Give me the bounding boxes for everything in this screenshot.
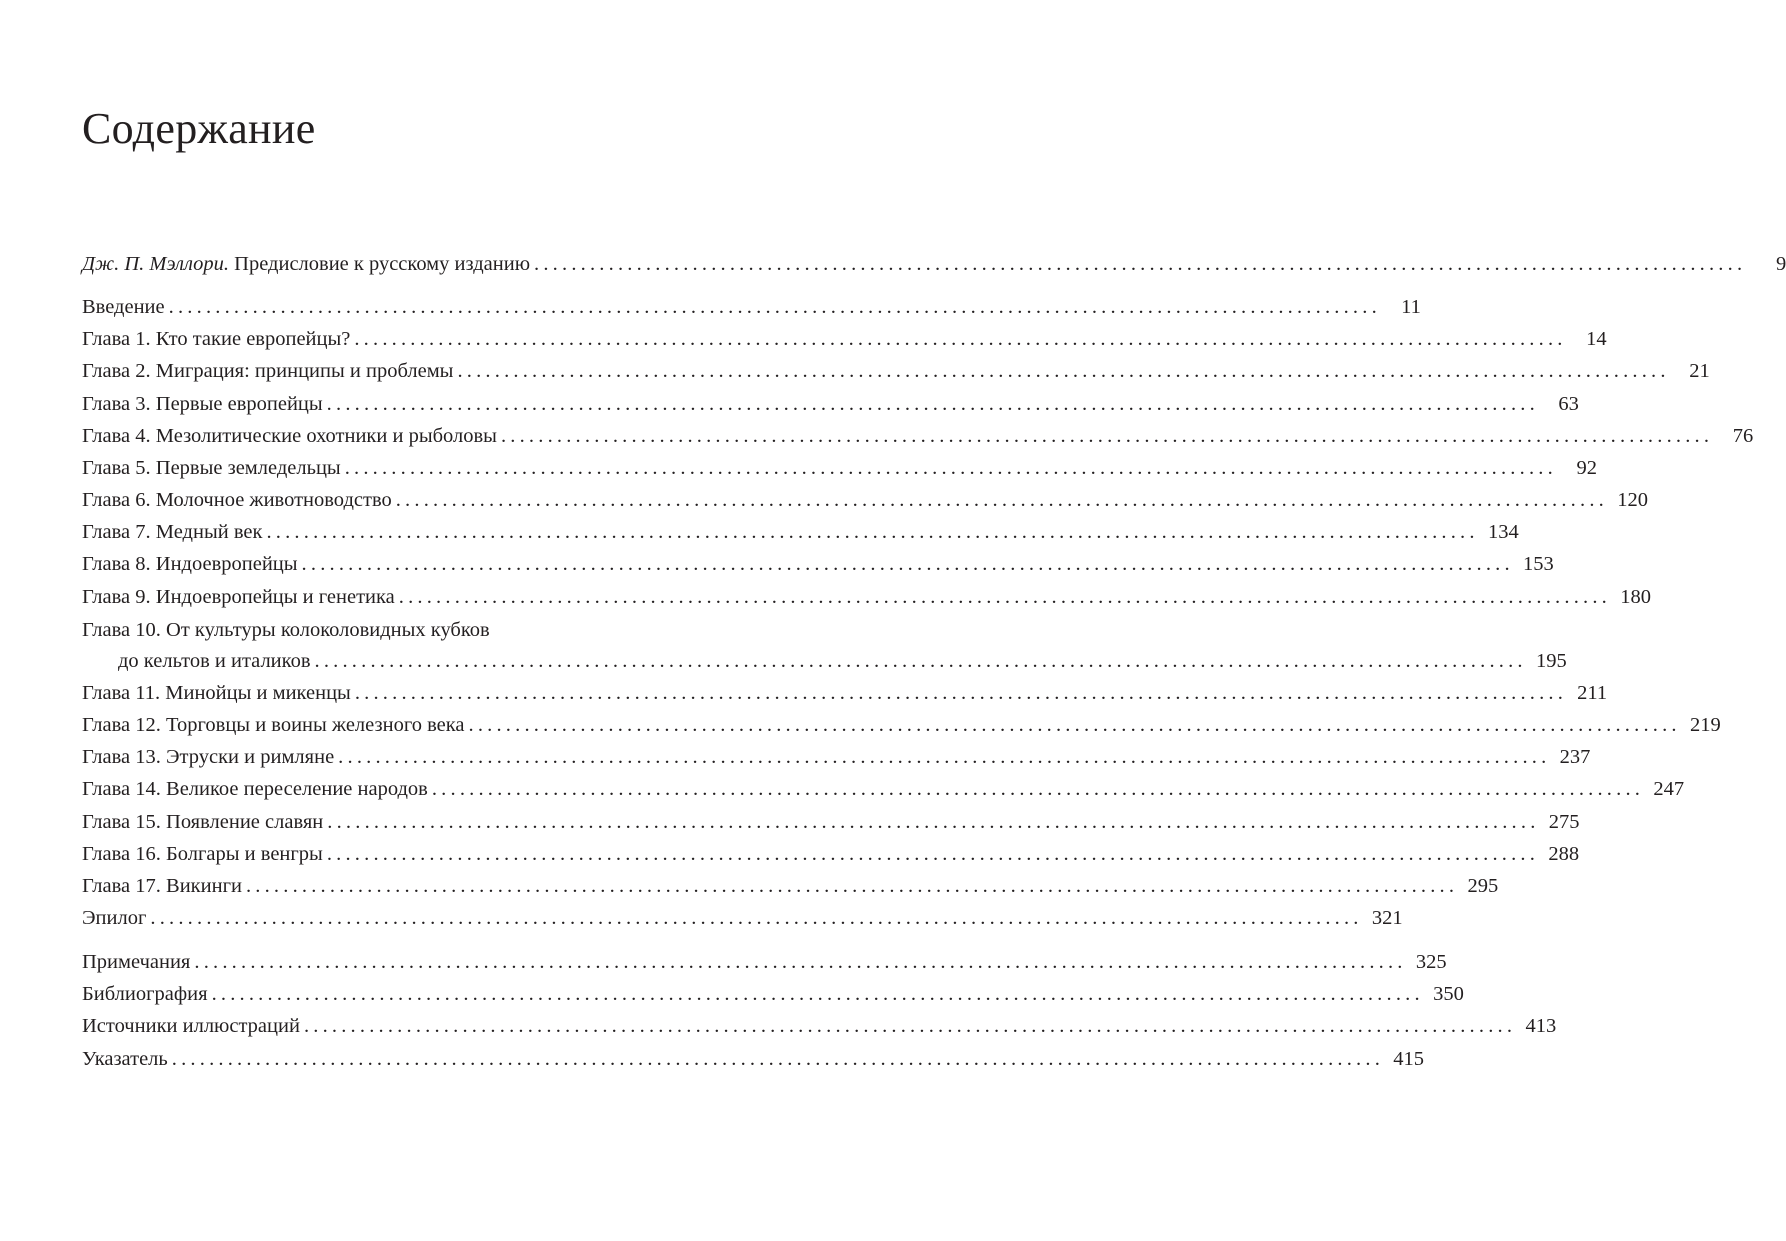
toc-page-number: 153 bbox=[1523, 553, 1554, 575]
toc-entry-back-matter[interactable] bbox=[82, 949, 1447, 975]
toc-page-number: 295 bbox=[1467, 875, 1499, 897]
toc-entry-title: Глава 11. Минойцы и микенцы bbox=[82, 682, 351, 704]
toc-entry[interactable] bbox=[82, 487, 1648, 513]
toc-entry[interactable] bbox=[82, 617, 733, 643]
toc-entry-back-matter[interactable] bbox=[82, 1013, 1557, 1039]
toc-entry-back-matter[interactable] bbox=[82, 1046, 1425, 1072]
toc-entry[interactable] bbox=[82, 551, 1554, 577]
dot-leader: .................................................................................................................................. bbox=[344, 457, 1557, 479]
toc-entry-title: Глава 10. От культуры колоколовидных кубков bbox=[82, 619, 490, 641]
toc-page-number: 76 bbox=[1732, 425, 1754, 447]
toc-page-number: 288 bbox=[1548, 843, 1580, 865]
toc-entry-title: Глава 1. Кто такие европейцы? bbox=[82, 328, 351, 350]
toc-entry-title: Глава 2. Миграция: принципы и проблемы bbox=[82, 360, 454, 382]
toc-entry[interactable] bbox=[82, 744, 1591, 770]
toc-page-number: 247 bbox=[1653, 778, 1685, 800]
toc-page-number: 195 bbox=[1536, 650, 1567, 672]
toc-entry-continuation[interactable] bbox=[118, 648, 1567, 674]
dot-leader: .................................................................................................................................. bbox=[326, 393, 1539, 415]
toc-entry-foreword[interactable] bbox=[82, 251, 1786, 277]
toc-entry[interactable] bbox=[82, 873, 1499, 899]
toc-entry[interactable] bbox=[82, 294, 1421, 320]
toc-entry-title bbox=[82, 251, 534, 277]
dot-leader: .................................................................................................................................. bbox=[171, 1048, 1385, 1070]
toc-entry-title: Введение bbox=[82, 296, 165, 318]
foreword-author: Дж. П. Мэллори. bbox=[82, 253, 230, 275]
toc-page-number: 21 bbox=[1689, 360, 1710, 382]
toc-entry-title: Глава 17. Викинги bbox=[82, 875, 242, 897]
toc-entry-title: Глава 8. Индоевропейцы bbox=[82, 553, 298, 575]
toc-page-number: 11 bbox=[1401, 296, 1421, 318]
dot-leader: .................................................................................................................................. bbox=[468, 714, 1681, 736]
toc-entry-title: Библиография bbox=[82, 983, 208, 1005]
dot-leader: .................................................................................................................................. bbox=[354, 328, 1567, 350]
dot-leader: .................................................................................................................................. bbox=[303, 1015, 1517, 1037]
toc-page-number: 325 bbox=[1415, 951, 1447, 973]
toc-entry-title: Глава 13. Этруски и римляне bbox=[82, 746, 335, 768]
toc-page-number: 415 bbox=[1393, 1048, 1425, 1070]
toc-page-number: 63 bbox=[1558, 393, 1579, 415]
toc-entry-title: Указатель bbox=[82, 1048, 168, 1070]
toc-entry-title: Глава 14. Великое переселение народов bbox=[82, 778, 428, 800]
toc-entry-title: Глава 12. Торговцы и воины железного века bbox=[82, 714, 465, 736]
toc-entry-title-continuation: до кельтов и италиков bbox=[118, 650, 311, 672]
toc-page-number: 9 bbox=[1776, 253, 1786, 275]
page-title: Содержание bbox=[82, 104, 316, 153]
toc-entry[interactable] bbox=[82, 358, 1710, 384]
dot-leader: .................................................................................................................................. bbox=[534, 253, 1747, 275]
toc-page-number: 180 bbox=[1620, 586, 1651, 608]
dot-leader: .................................................................................................................................. bbox=[266, 521, 1479, 543]
foreword-text: Предисловие к русскому изданию bbox=[234, 253, 531, 275]
dot-leader: .................................................................................................................................. bbox=[395, 489, 1608, 511]
toc-page-number: 275 bbox=[1548, 811, 1580, 833]
dot-leader: .................................................................................................................................. bbox=[457, 360, 1670, 382]
toc-entry[interactable] bbox=[82, 809, 1580, 835]
toc-entry[interactable] bbox=[82, 680, 1608, 706]
toc-entry-title: Глава 15. Появление славян bbox=[82, 811, 324, 833]
dot-leader: .................................................................................................................................. bbox=[150, 907, 1363, 929]
toc-page-number: 321 bbox=[1371, 907, 1403, 929]
toc-entry[interactable] bbox=[82, 776, 1685, 802]
dot-leader: .................................................................................................................................. bbox=[354, 682, 1568, 704]
dot-leader: .................................................................................................................................. bbox=[245, 875, 1459, 897]
toc-page-number: 134 bbox=[1487, 521, 1519, 543]
dot-leader: .................................................................................................................................. bbox=[211, 983, 1424, 1005]
toc-page-number: 350 bbox=[1433, 983, 1464, 1005]
dot-leader: .................................................................................................................................. bbox=[398, 586, 1611, 608]
dot-leader: .................................................................................................................................. bbox=[327, 811, 1540, 833]
dot-leader: .................................................................................................................................. bbox=[431, 778, 1645, 800]
dot-leader: .................................................................................................................................. bbox=[338, 746, 1551, 768]
dot-leader: .................................................................................................................................. bbox=[326, 843, 1540, 865]
toc-entry-title: Глава 9. Индоевропейцы и генетика bbox=[82, 586, 395, 608]
toc-page-number: 120 bbox=[1617, 489, 1648, 511]
dot-leader: .................................................................................................................................. bbox=[314, 650, 1527, 672]
toc-entry-title: Глава 3. Первые европейцы bbox=[82, 393, 323, 415]
toc-entry[interactable] bbox=[82, 326, 1607, 352]
toc-entry[interactable] bbox=[82, 712, 1721, 738]
toc-entry-title: Глава 16. Болгары и венгры bbox=[82, 843, 323, 865]
toc-entry[interactable] bbox=[82, 841, 1580, 867]
dot-leader: .................................................................................................................................. bbox=[301, 553, 1514, 575]
toc-page-number: 237 bbox=[1559, 746, 1591, 768]
toc-entry-title: Глава 5. Первые земледельцы bbox=[82, 457, 341, 479]
toc-page-number: 211 bbox=[1577, 682, 1608, 704]
toc-entry-title: Эпилог bbox=[82, 907, 147, 929]
toc-page-number: 92 bbox=[1576, 457, 1597, 479]
dot-leader: .................................................................................................................................. bbox=[168, 296, 1381, 318]
toc-entry-title: Примечания bbox=[82, 951, 191, 973]
dot-leader: .................................................................................................................................. bbox=[194, 951, 1407, 973]
toc-entry-back-matter[interactable] bbox=[82, 981, 1464, 1007]
toc-entry-title: Источники иллюстраций bbox=[82, 1015, 300, 1037]
toc-entry[interactable] bbox=[82, 423, 1754, 449]
toc-entry[interactable] bbox=[82, 455, 1597, 481]
toc-entry[interactable] bbox=[82, 584, 1651, 610]
toc-entry-title: Глава 6. Молочное животноводство bbox=[82, 489, 392, 511]
toc-page-number: 219 bbox=[1690, 714, 1721, 736]
toc-entry-title: Глава 4. Мезолитические охотники и рыболовы bbox=[82, 425, 497, 447]
toc-entry[interactable] bbox=[82, 519, 1519, 545]
toc-page-number: 413 bbox=[1525, 1015, 1557, 1037]
dot-leader: .................................................................................................................................. bbox=[500, 425, 1714, 447]
toc-page-number: 14 bbox=[1586, 328, 1607, 350]
toc-entry-title: Глава 7. Медный век bbox=[82, 521, 263, 543]
toc-entry[interactable] bbox=[82, 905, 1403, 931]
toc-entry[interactable] bbox=[82, 391, 1579, 417]
